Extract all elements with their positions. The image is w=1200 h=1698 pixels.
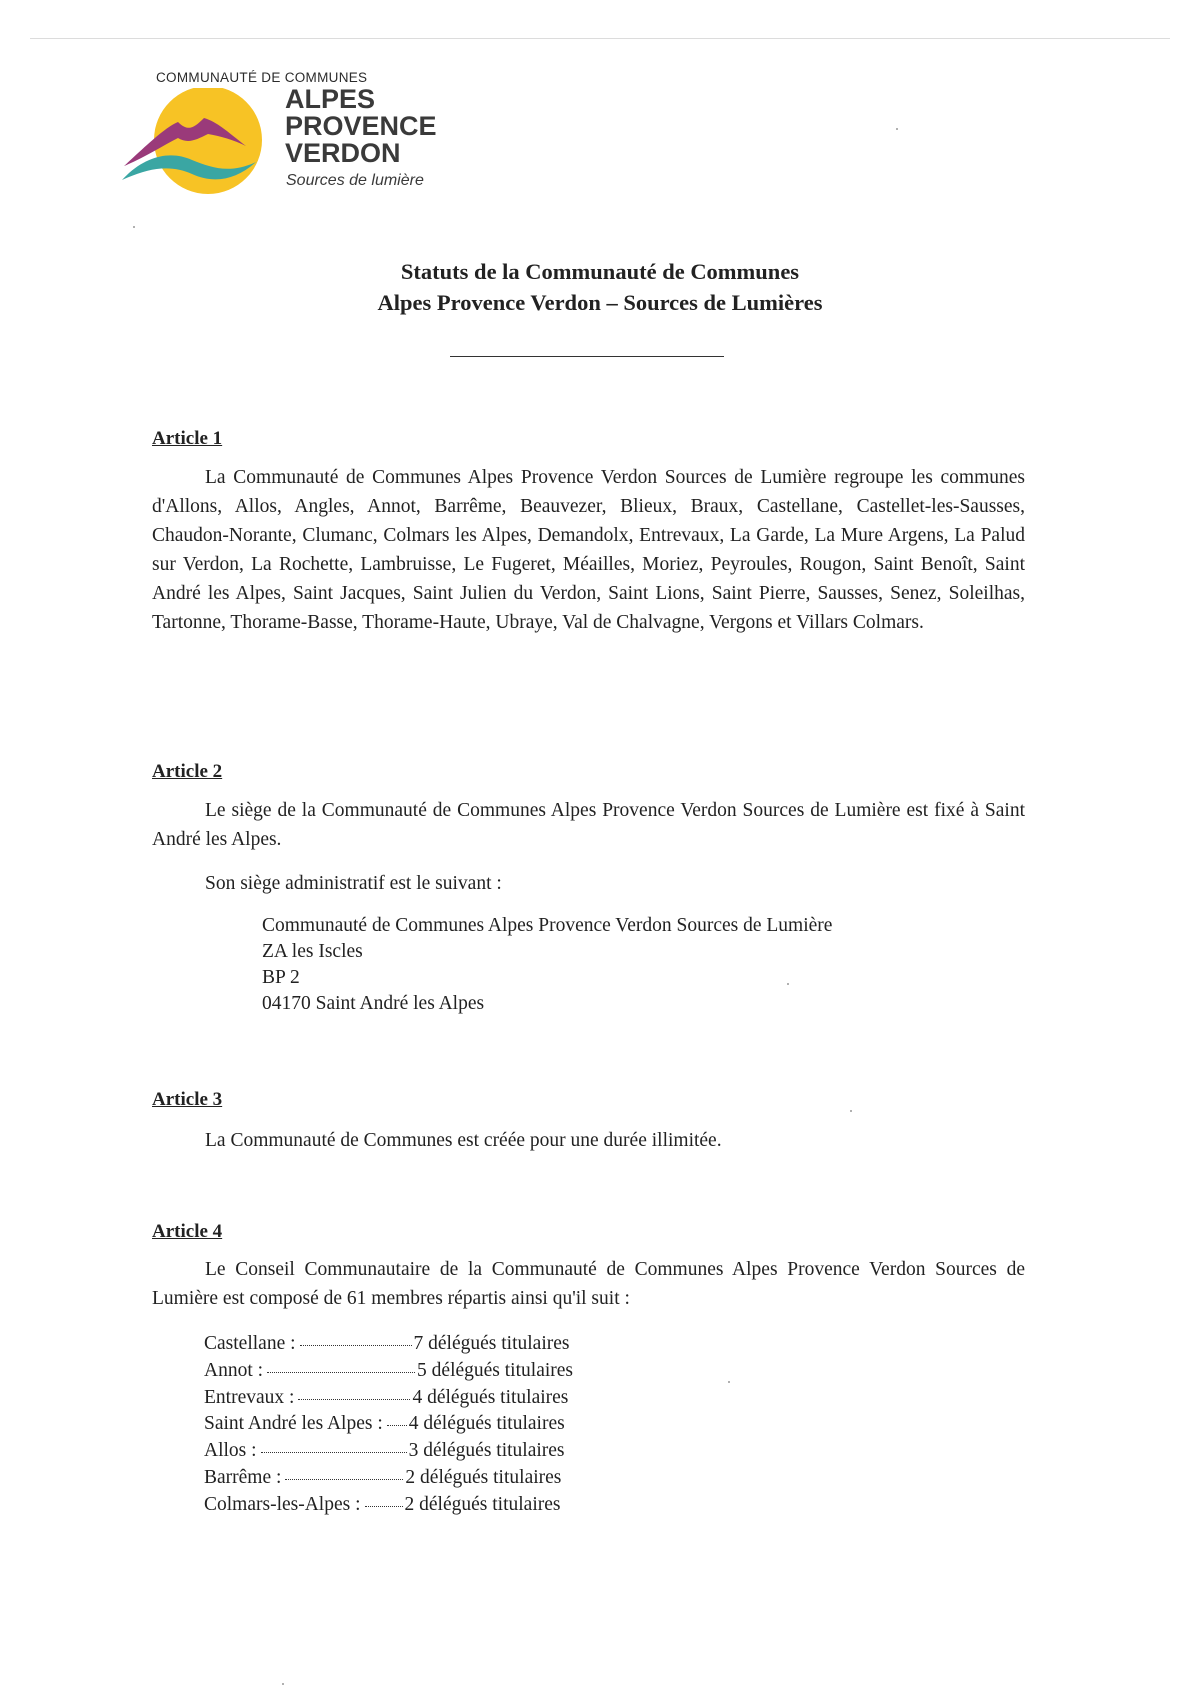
document-title — [0, 256, 1200, 318]
article-4-text: Le Conseil Communautaire de la Communauté de Communes Alpes Provence Verdon Sources de Lumière est composé de 61 membres répartis ainsi qu'il suit : — [152, 1259, 1025, 1309]
dotted-leader — [267, 1371, 415, 1373]
article-3-text: La Communauté de Communes est créée pour une durée illimitée. — [205, 1130, 722, 1151]
address-line: BP 2 — [262, 967, 300, 988]
delegate-row — [204, 1438, 573, 1465]
logo-superscript: COMMUNAUTÉ DE COMMUNES — [156, 70, 368, 85]
logo-tagline: Sources de lumière — [286, 172, 424, 189]
dotted-leader — [300, 1344, 412, 1346]
delegate-commune: Annot : — [204, 1359, 264, 1381]
delegate-commune: Castellane : — [204, 1333, 296, 1354]
scan-speck — [282, 1683, 284, 1685]
dotted-leader — [298, 1398, 410, 1400]
delegate-row — [204, 1465, 573, 1492]
address-line: 04170 Saint André les Alpes — [262, 993, 485, 1014]
delegate-row — [204, 1492, 573, 1519]
title-line-1: Statuts de la Communauté de Communes — [400, 259, 800, 284]
logo-sun-mountain-icon — [120, 88, 270, 196]
article-2-admin-intro: Son siège administratif est le suivant : — [205, 873, 502, 894]
logo-word-verdon: VERDON — [285, 138, 401, 168]
address-line: Communauté de Communes Alpes Provence Verdon Sources de Lumière — [262, 915, 833, 936]
scan-speck — [133, 226, 135, 228]
article-1-heading: Article 1 — [152, 428, 223, 449]
delegate-commune: Colmars-les-Alpes : — [204, 1493, 361, 1515]
dotted-leader — [365, 1505, 403, 1507]
title-line-2: Alpes Provence Verdon – Sources de Lumières — [377, 290, 823, 315]
delegate-count: 2 délégués titulaires — [404, 1493, 561, 1515]
article-2-heading: Article 2 — [152, 761, 223, 782]
dotted-leader — [285, 1478, 403, 1480]
delegate-count: 2 délégués titulaires — [405, 1466, 562, 1488]
scan-speck — [896, 128, 898, 130]
logo-word-alpes: ALPES — [285, 84, 376, 114]
delegate-row — [204, 1411, 573, 1438]
delegate-row — [204, 1331, 573, 1358]
logo-word-provence: PROVENCE — [285, 111, 437, 141]
dotted-leader — [261, 1451, 407, 1453]
delegate-row — [204, 1385, 573, 1412]
delegate-count: 4 délégués titulaires — [408, 1413, 565, 1435]
delegate-count: 3 délégués titulaires — [408, 1440, 565, 1462]
dotted-leader — [387, 1424, 407, 1426]
scan-edge-line — [30, 38, 1170, 39]
delegate-commune: Entrevaux : — [204, 1386, 295, 1408]
article-1-text: La Communauté de Communes Alpes Provence Verdon Sources de Lumière regroupe les communes d'Allons, Allos, Angles, Annot, Barrême, Beauvezer, Blieux, Braux, Castellane, Castellet-les-Sausses, Chaudon-Norante, Clumanc, Colmars les Alpes, Demandolx, Entrevaux, La Garde, La Mure Argens, La Palud sur Verdon, La Rochette, Lambruisse, Le Fugeret, Méailles, Moriez, Peyroules, Rougon, Saint Benoît, Saint André les Alpes, Saint Jacques, Saint Julien du Verdon, Saint Lions, Saint Pierre, Sausses, Senez, Soleilhas, Tartonne, Thorame-Basse, Thorame-Haute, Ubraye, Val de Chalvagne, Vergons et Villars Colmars. — [152, 467, 1025, 633]
logo-wordmark — [285, 86, 437, 167]
address-line: ZA les Iscles — [262, 941, 363, 962]
scan-speck — [850, 1110, 852, 1112]
title-divider — [450, 356, 724, 357]
delegate-count: 4 délégués titulaires — [412, 1386, 569, 1408]
delegate-count: 7 délégués titulaires — [413, 1333, 570, 1354]
scan-speck — [728, 1381, 730, 1383]
logo — [120, 64, 460, 198]
scan-speck — [787, 983, 789, 985]
article-2-address — [262, 913, 832, 1017]
delegate-commune: Saint André les Alpes : — [204, 1413, 383, 1435]
article-2-text: Le siège de la Communauté de Communes Alpes Provence Verdon Sources de Lumière est fixé à Saint André les Alpes. — [152, 800, 1025, 850]
delegates-list — [204, 1331, 573, 1519]
delegate-commune: Allos : — [204, 1440, 257, 1462]
article-3-heading: Article 3 — [152, 1089, 223, 1110]
delegate-commune: Barrême : — [204, 1466, 282, 1488]
article-4-heading: Article 4 — [152, 1221, 223, 1242]
delegate-count: 5 délégués titulaires — [417, 1359, 573, 1381]
delegate-row — [204, 1358, 573, 1385]
